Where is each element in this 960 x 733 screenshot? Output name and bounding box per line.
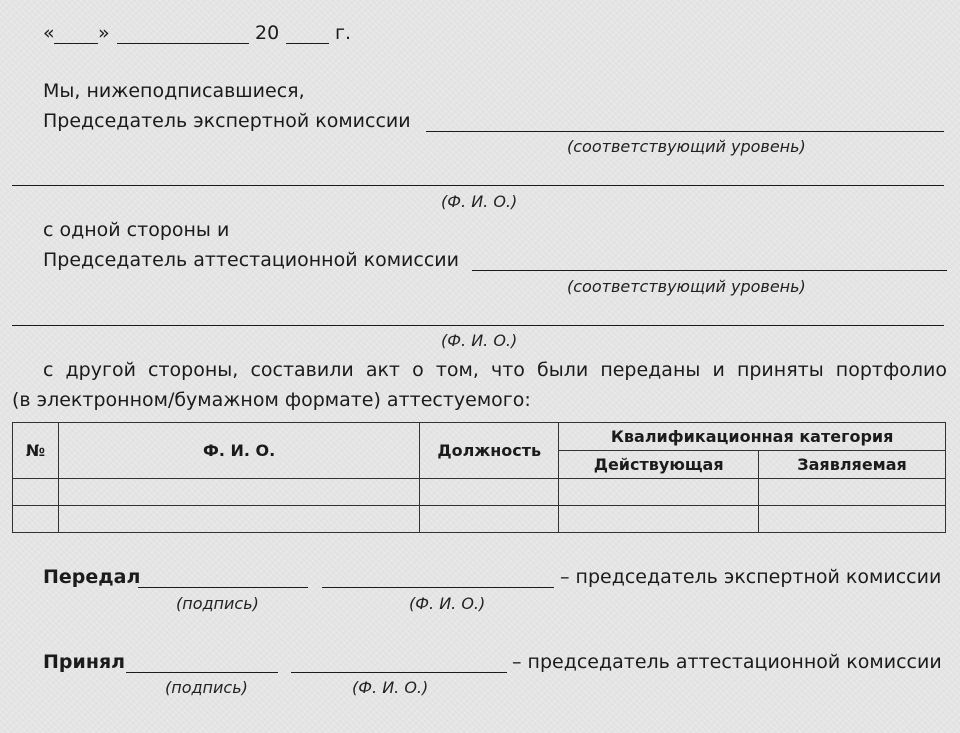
table-cell[interactable] (13, 479, 59, 506)
expert-chair-label: Председатель экспертной комиссии (43, 110, 411, 132)
table-row (13, 506, 946, 533)
expert-chair-fio-blank[interactable] (12, 185, 944, 186)
fio-hint-2: (Ф. И. О.) (441, 331, 518, 350)
passed-label: Передал (43, 566, 141, 588)
table-cell[interactable] (759, 479, 946, 506)
word: портфолио (835, 359, 947, 381)
table-cell[interactable] (420, 479, 559, 506)
attestation-table (12, 422, 946, 533)
table-cell[interactable] (759, 506, 946, 533)
table-cell[interactable] (13, 506, 59, 533)
other-side-line (43, 359, 947, 381)
one-side-text: с одной стороны и (43, 219, 230, 241)
table-cell[interactable] (559, 506, 759, 533)
received-fio-hint: (Ф. И. О.) (352, 678, 429, 697)
table-row (13, 479, 946, 506)
passed-fio-blank[interactable] (322, 587, 554, 588)
col-header-category: Квалификационная категория (559, 423, 946, 451)
passed-role: – председатель экспертной комиссии (560, 566, 942, 588)
word: стороны, (148, 359, 239, 381)
col-header-number: № (13, 423, 59, 479)
col-header-position: Должность (420, 423, 559, 479)
passed-fio-hint: (Ф. И. О.) (409, 594, 486, 613)
date-close-quote: » (98, 22, 110, 44)
word: приняты (736, 359, 824, 381)
word: что (490, 359, 525, 381)
attest-chair-fio-blank[interactable] (12, 325, 944, 326)
received-fio-blank[interactable] (291, 672, 507, 673)
date-month-blank[interactable] (117, 43, 249, 44)
date-day-blank[interactable] (54, 43, 98, 44)
table-cell[interactable] (58, 506, 419, 533)
attest-chair-label: Председатель аттестационной комиссии (43, 249, 459, 271)
level-hint-2: (соответствующий уровень) (567, 277, 806, 296)
date-open-quote: « (43, 22, 55, 44)
level-hint-1: (соответствующий уровень) (567, 137, 806, 156)
word: и (712, 359, 725, 381)
date-year-suffix: г. (335, 22, 352, 44)
word: переданы (600, 359, 701, 381)
received-sign-hint: (подпись) (165, 678, 248, 697)
col-header-claimed: Заявляемая (759, 451, 946, 479)
date-year-blank[interactable] (286, 43, 329, 44)
table-cell[interactable] (58, 479, 419, 506)
table-cell[interactable] (420, 506, 559, 533)
fio-hint-1: (Ф. И. О.) (441, 192, 518, 211)
word: том, (435, 359, 479, 381)
word: составили (250, 359, 354, 381)
word: были (537, 359, 589, 381)
received-signature-blank[interactable] (126, 672, 278, 673)
expert-chair-level-blank[interactable] (426, 131, 944, 132)
col-header-current: Действующая (559, 451, 759, 479)
word: о (412, 359, 424, 381)
date-century: 20 (255, 22, 280, 44)
word: другой (65, 359, 136, 381)
intro-text: Мы, нижеподписавшиеся, (43, 80, 305, 102)
attest-chair-level-blank[interactable] (472, 270, 947, 271)
other-side-line-2: (в электронном/бумажном формате) аттестуемого: (12, 389, 531, 411)
col-header-fio: Ф. И. О. (58, 423, 419, 479)
passed-signature-blank[interactable] (138, 587, 308, 588)
received-label: Принял (43, 651, 126, 673)
passed-sign-hint: (подпись) (176, 594, 259, 613)
table-cell[interactable] (559, 479, 759, 506)
received-role: – председатель аттестационной комиссии (512, 651, 942, 673)
word: с (43, 359, 54, 381)
word: акт (365, 359, 400, 381)
